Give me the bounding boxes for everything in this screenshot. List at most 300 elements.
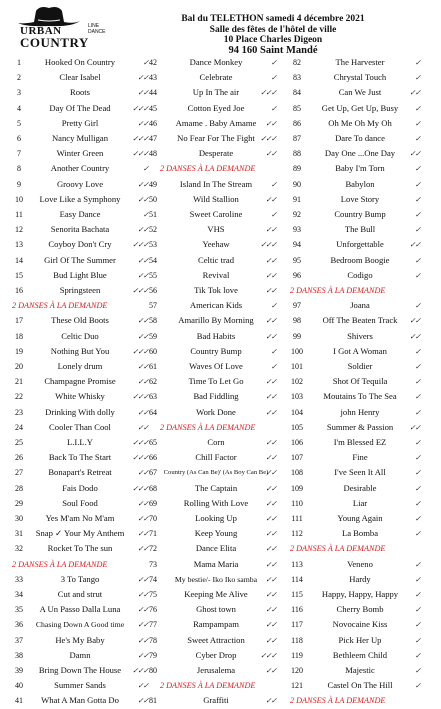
dance-number: 40 [15, 681, 23, 691]
dance-name: Baby I'm Torn [335, 163, 385, 174]
difficulty-mark: ✓ [414, 301, 420, 311]
list-row [0, 693, 441, 708]
difficulty-mark: ✓ [414, 255, 420, 265]
dance-number: 88 [293, 149, 301, 159]
dance-name: Bonapart's Retreat [48, 467, 112, 478]
event-venue: Salle des fêtes de l'hôtel de ville [209, 24, 337, 35]
dance-name: VHS [207, 224, 225, 235]
dance-name: Cherry Bomb [336, 604, 384, 615]
event-title: Bal du TELETHON samedi 4 décembre 2021 [181, 14, 365, 24]
dance-name: Day One ...One Day [324, 148, 396, 159]
dance-number: 73 [149, 559, 157, 569]
dance-number: 61 [149, 362, 157, 371]
difficulty-mark: ✓✓ [265, 605, 276, 615]
dance-name: Damn [69, 649, 91, 660]
dance-name: Castel On The Hill [327, 680, 393, 691]
dance-number: 81 [149, 696, 157, 706]
difficulty-mark: ✓✓ [265, 225, 276, 235]
dance-number: 43 [149, 73, 157, 83]
dance-number: 31 [15, 529, 23, 539]
dance-number: 85 [293, 103, 301, 113]
dance-number: 77 [149, 620, 157, 630]
dance-number: 26 [15, 453, 23, 463]
difficulty-mark: ✓✓✓ [132, 666, 148, 675]
dance-name: Keeping Me Alive [184, 589, 248, 599]
dance-name: john Henry [340, 406, 380, 417]
dance-number: 32 [15, 544, 23, 554]
dance-name: Celtic trad [197, 254, 235, 265]
dance-name: Island In The Stream [179, 178, 253, 189]
dance-name: Celebrate [199, 72, 233, 83]
list-row [0, 70, 441, 85]
dance-name: Off The Beaten Track [322, 315, 398, 326]
difficulty-mark: ✓✓✓ [132, 453, 148, 463]
dance-number: 67 [149, 468, 157, 478]
difficulty-mark: ✓✓ [137, 605, 148, 615]
difficulty-mark: ✓ [270, 73, 276, 83]
dance-number: 42 [149, 58, 157, 67]
list-row [0, 389, 441, 404]
list-row [0, 587, 441, 602]
dance-name: Drinking With dolly [45, 406, 115, 417]
dance-name: Graffiti [203, 695, 229, 706]
dance-name: La Bomba [341, 528, 379, 539]
dance-number: 8 [17, 164, 21, 174]
list-row [0, 268, 441, 283]
dance-number: 111 [291, 514, 303, 523]
difficulty-mark: ✓✓ [265, 316, 276, 326]
dance-number: 68 [149, 483, 157, 493]
dance-name: Rocket To The sun [47, 543, 113, 554]
difficulty-mark: ✓ [414, 453, 420, 463]
dance-name: Codigo [347, 269, 373, 280]
difficulty-mark: ✓✓ [265, 514, 276, 523]
dance-number: 95 [293, 255, 301, 265]
dance-number: 52 [149, 225, 157, 235]
list-row [0, 329, 441, 344]
dance-name: Wild Stallion [193, 193, 239, 204]
list-row [0, 283, 441, 298]
dance-name: Bedroom Boogie [330, 254, 390, 265]
difficulty-mark: ✓✓ [137, 118, 148, 128]
difficulty-mark: ✓✓ [137, 544, 148, 554]
dance-name: Corn [207, 437, 225, 447]
list-row [0, 237, 441, 252]
dance-number: 97 [293, 301, 301, 311]
dance-name: The Harvester [335, 57, 385, 67]
dance-number: 72 [149, 544, 157, 554]
dance-number: 51 [149, 210, 157, 219]
difficulty-mark: ✓✓ [137, 225, 148, 235]
list-row [0, 116, 441, 131]
dance-name: Liar [352, 497, 368, 508]
dance-number: 50 [149, 194, 157, 204]
dance-name: Amame . Baby Amame [175, 117, 257, 128]
difficulty-mark: ✓✓ [265, 377, 276, 387]
dance-name: Shot Of Tequila [332, 376, 388, 387]
dance-name: Desirable [343, 482, 377, 493]
dance-number: 103 [291, 392, 303, 402]
dance-name: Country Bump [334, 209, 386, 219]
dance-name: Cotton Eyed Joe [187, 102, 245, 113]
dance-name: Cut and strut [57, 589, 103, 599]
dance-name: Springsteen [59, 285, 101, 295]
list-row [0, 420, 441, 435]
dance-number: 25 [15, 438, 23, 447]
difficulty-mark: ✓ [414, 635, 420, 645]
dance-number: 38 [15, 650, 23, 660]
difficulty-mark: ✓ [414, 468, 420, 478]
dance-number: 60 [149, 346, 157, 356]
difficulty-mark: ✓ [414, 559, 420, 569]
dance-number: 15 [15, 270, 23, 280]
dance-number: 91 [293, 194, 301, 204]
dance-number: 34 [15, 590, 23, 599]
request-dances-label: 2 DANSES À LA DEMANDE [290, 544, 386, 554]
difficulty-mark: ✓✓ [137, 620, 148, 630]
difficulty-mark: ✓ [414, 103, 420, 113]
difficulty-mark: ✓✓ [265, 194, 276, 204]
dance-number: 56 [149, 286, 157, 295]
dance-name: Nancy Mulligan [51, 133, 109, 143]
dance-number: 54 [149, 255, 157, 265]
list-row [0, 405, 441, 420]
dance-number: 29 [15, 498, 23, 508]
dance-name: Rampampam [193, 619, 239, 630]
dance-name: Jerusalema [196, 665, 236, 675]
dance-name: Sweet Attraction [187, 634, 245, 645]
dance-number: 33 [15, 574, 23, 584]
dance-name: Summer Sands [54, 680, 106, 691]
difficulty-mark: ✓✓ [265, 118, 276, 128]
dance-name: Chill Factor [195, 452, 237, 463]
difficulty-mark: ✓✓✓ [132, 438, 148, 447]
difficulty-mark: ✓✓✓ [260, 134, 276, 143]
dance-name: Fais Dodo [62, 482, 98, 493]
dance-number: 48 [149, 149, 157, 159]
list-row [0, 481, 441, 496]
difficulty-mark: ✓✓ [409, 316, 420, 326]
list-row [0, 101, 441, 116]
dance-name: Dance Monkey [189, 57, 243, 67]
dance-name: Joana [350, 300, 370, 311]
difficulty-mark: ✓✓✓ [132, 149, 148, 159]
list-row [0, 450, 441, 465]
difficulty-mark: ✓✓ [265, 286, 276, 295]
dance-number: 27 [15, 468, 23, 478]
dance-name: My bestie/- Iko Iko samba [174, 574, 258, 584]
dance-number: 109 [291, 483, 303, 493]
dance-name: The Bull [344, 224, 376, 235]
difficulty-mark: ✓✓✓ [132, 286, 148, 295]
dance-name: Girl Of The Summer [44, 254, 116, 265]
list-row [0, 253, 441, 268]
difficulty-mark: ✓✓ [137, 514, 148, 523]
difficulty-mark: ✓✓ [409, 240, 420, 250]
difficulty-mark: ✓ [414, 620, 420, 630]
dance-number: 112 [291, 529, 303, 539]
dance-number: 11 [15, 210, 23, 219]
dance-number: 78 [149, 635, 157, 645]
difficulty-mark: ✓✓ [265, 149, 276, 159]
dance-name: The Captain [194, 482, 238, 493]
request-dances-label: 2 DANSES À LA DEMANDE [160, 422, 256, 432]
difficulty-mark: ✓ [414, 498, 420, 508]
dance-number: 49 [149, 179, 157, 189]
dance-number: 75 [149, 590, 157, 599]
difficulty-mark: ✓✓ [265, 559, 276, 569]
dance-name: What A Man Gotta Do [41, 695, 119, 706]
dance-name: Mama Maria [193, 558, 239, 569]
dance-number: 53 [149, 240, 157, 250]
dance-name: Rolling With Love [183, 497, 249, 508]
dance-number: 36 [15, 620, 23, 630]
difficulty-mark: ✓ [414, 407, 420, 417]
difficulty-mark: ✓✓ [265, 529, 276, 539]
dance-number: 74 [149, 574, 157, 584]
dance-number: 115 [291, 590, 303, 599]
dance-name: Waves Of Love [189, 361, 243, 371]
dance-name: Pick Her Up [338, 634, 382, 645]
difficulty-mark: ✓✓ [265, 544, 276, 554]
difficulty-mark: ✓ [414, 194, 420, 204]
dance-name: Oh Me Oh My Oh [328, 117, 392, 128]
dance-name: Get Up, Get Up, Busy [321, 102, 399, 113]
list-row [0, 617, 441, 632]
difficulty-mark: ✓ [414, 362, 420, 371]
dance-name: Summer & Passion [326, 421, 394, 432]
dance-number: 63 [149, 392, 157, 402]
dance-name: Hardy [349, 573, 371, 584]
dance-name: Yes M'am No M'am [45, 513, 115, 523]
difficulty-mark: ✓✓ [265, 498, 276, 508]
difficulty-mark: ✓✓ [265, 620, 276, 630]
dance-name: Dance Elita [195, 543, 237, 554]
dance-number: 120 [291, 666, 303, 675]
dance-number: 1 [17, 58, 21, 67]
dance-number: 99 [293, 331, 301, 341]
dance-number: 107 [291, 453, 303, 463]
list-row [0, 177, 441, 192]
dance-name: Bad Habits [196, 330, 236, 341]
difficulty-mark: ✓✓ [137, 422, 148, 432]
dance-number: 92 [293, 210, 301, 219]
dance-name: Young Again [337, 513, 383, 523]
dance-number: 110 [291, 498, 303, 508]
dance-name: Celtic Duo [61, 330, 99, 341]
dance-name: Pretty Girl [61, 117, 99, 128]
dance-number: 62 [149, 377, 157, 387]
list-row [0, 435, 441, 450]
difficulty-mark: ✓ [142, 58, 148, 67]
dance-number: 18 [15, 331, 23, 341]
dance-number: 104 [291, 407, 303, 417]
dance-number: 93 [293, 225, 301, 235]
dance-number: 116 [291, 605, 303, 615]
difficulty-mark: ✓ [142, 164, 148, 174]
logo-line2: COUNTRY [20, 35, 89, 50]
dance-name: Chrystal Touch [333, 72, 387, 83]
difficulty-mark: ✓ [414, 134, 420, 143]
difficulty-mark: ✓✓✓ [132, 392, 148, 402]
difficulty-mark: ✓✓ [137, 362, 148, 371]
list-row [0, 131, 441, 146]
dance-name: Back To The Start [48, 452, 112, 463]
dance-number: 71 [149, 529, 157, 539]
difficulty-mark: ✓✓✓ [132, 346, 148, 356]
difficulty-mark: ✓ [414, 483, 420, 493]
list-row [0, 465, 441, 480]
difficulty-mark: ✓✓ [137, 468, 148, 478]
event-header [118, 14, 428, 56]
dance-name: Looking Up [195, 513, 237, 523]
dance-number: 65 [149, 438, 157, 447]
difficulty-mark: ✓ [270, 179, 276, 189]
list-row [0, 161, 441, 176]
list-row [0, 222, 441, 237]
dance-name: Tik Tok love [194, 285, 238, 295]
dance-number: 45 [149, 103, 157, 113]
request-dances-label: 2 DANSES À LA DEMANDE [290, 286, 386, 295]
dance-name: I'm Blessed EZ [333, 437, 387, 447]
dance-number: 59 [149, 331, 157, 341]
dance-name: Another Country [50, 163, 110, 174]
dance-name: No Fear For The Fight [177, 133, 255, 143]
difficulty-mark: ✓✓ [137, 377, 148, 387]
difficulty-mark: ✓✓ [137, 73, 148, 83]
dance-number: 80 [149, 666, 157, 675]
difficulty-mark: ✓✓ [265, 483, 276, 493]
dance-name: Sweet Caroline [189, 209, 243, 219]
difficulty-mark: ✓ [414, 574, 420, 584]
dance-name: Clear Isabel [59, 72, 101, 83]
dance-name: Ghost town [196, 604, 236, 615]
difficulty-mark: ✓✓ [265, 635, 276, 645]
dance-number: 87 [293, 134, 301, 143]
difficulty-mark: ✓✓ [265, 407, 276, 417]
difficulty-mark: ✓✓ [409, 88, 420, 98]
dance-name: A Un Passo Dalla Luna [39, 604, 121, 615]
request-dances-label: 2 DANSES À LA DEMANDE [290, 696, 386, 706]
list-row [0, 648, 441, 663]
list-row [0, 85, 441, 100]
request-dances-label: 2 DANSES À LA DEMANDE [160, 681, 256, 691]
dance-number: 10 [15, 194, 23, 204]
dance-name: Winter Green [56, 148, 104, 159]
dance-name: These Old Boots [51, 315, 109, 326]
dance-number: 96 [293, 270, 301, 280]
dance-number: 14 [15, 255, 23, 265]
dance-name: Desperate [198, 148, 234, 159]
urban-country-logo [14, 3, 112, 49]
dance-name: Lonely drum [57, 361, 103, 371]
dance-name: Country Bump [190, 345, 242, 356]
difficulty-mark: ✓ [414, 590, 420, 599]
difficulty-mark: ✓✓ [265, 438, 276, 447]
dance-name: Senorita Bachata [50, 224, 110, 235]
difficulty-mark: ✓✓ [137, 635, 148, 645]
difficulty-mark: ✓✓✓ [132, 483, 148, 493]
dance-name: Snap ✓ Your My Anthem [35, 528, 125, 539]
dance-number: 76 [149, 605, 157, 615]
difficulty-mark: ✓✓ [137, 88, 148, 98]
dance-number: 23 [15, 407, 23, 417]
dance-number: 94 [293, 240, 301, 250]
list-row [0, 359, 441, 374]
dance-number: 121 [291, 681, 303, 691]
list-row [0, 207, 441, 222]
list-row [0, 633, 441, 648]
difficulty-mark: ✓✓ [137, 696, 148, 706]
dance-name: Yeehaw [202, 239, 230, 250]
difficulty-mark: ✓✓ [409, 331, 420, 341]
list-row [0, 55, 441, 70]
dance-name: Day Of The Dead [49, 102, 111, 113]
difficulty-mark: ✓ [414, 666, 420, 675]
dance-name: Fine [352, 452, 368, 463]
dance-name: Love Like a Symphony [39, 193, 121, 204]
dance-number: 108 [291, 468, 303, 478]
difficulty-mark: ✓✓✓ [260, 240, 276, 250]
dance-number: 46 [149, 118, 157, 128]
dance-name: Dare To dance [335, 133, 385, 143]
dance-number: 12 [15, 225, 23, 235]
difficulty-mark: ✓✓✓ [260, 88, 276, 98]
dance-number: 19 [15, 346, 23, 356]
dance-name: I've Seen It All [334, 467, 386, 478]
difficulty-mark: ✓✓ [137, 529, 148, 539]
dance-number: 21 [15, 377, 23, 387]
difficulty-mark: ✓ [414, 346, 420, 356]
logo-line1: URBAN [20, 25, 62, 37]
dance-name: White Whisky [55, 391, 105, 402]
list-row [0, 663, 441, 678]
dance-number: 44 [149, 88, 157, 98]
dance-number: 4 [17, 103, 21, 113]
dance-number: 98 [293, 316, 301, 326]
dance-name: He's My Baby [55, 634, 105, 645]
dance-number: 58 [149, 316, 157, 326]
dance-number: 41 [15, 696, 23, 706]
dance-number: 13 [15, 240, 23, 250]
difficulty-mark: ✓ [270, 210, 276, 219]
request-dances-label: 2 DANSES À LA DEMANDE [160, 164, 256, 174]
list-row [0, 526, 441, 541]
difficulty-mark: ✓ [414, 164, 420, 174]
difficulty-mark: ✓✓ [137, 316, 148, 326]
list-row [0, 146, 441, 161]
dance-number: 2 [17, 73, 21, 83]
dance-name: Time To Let Go [188, 376, 244, 387]
dance-name: L.I.L.Y [66, 437, 93, 447]
dance-name: Champagne Promise [44, 376, 116, 387]
dance-name: Happy, Happy, Happy [321, 589, 399, 599]
difficulty-mark: ✓ [270, 362, 276, 371]
dance-name: American Kids [189, 300, 243, 311]
difficulty-mark: ✓ [414, 681, 420, 691]
difficulty-mark: ✓ [270, 346, 276, 356]
dance-name: I Got A Woman [333, 345, 387, 356]
dance-name: Love Story [340, 193, 380, 204]
dance-number: 3 [17, 88, 21, 98]
difficulty-mark: ✓✓ [137, 179, 148, 189]
dance-name: Bud Light Blue [53, 269, 107, 280]
dance-name: Nothing But You [50, 345, 110, 356]
difficulty-mark: ✓ [414, 514, 420, 523]
dance-number: 39 [15, 666, 23, 675]
list-row [0, 374, 441, 389]
difficulty-mark: ✓ [414, 650, 420, 660]
